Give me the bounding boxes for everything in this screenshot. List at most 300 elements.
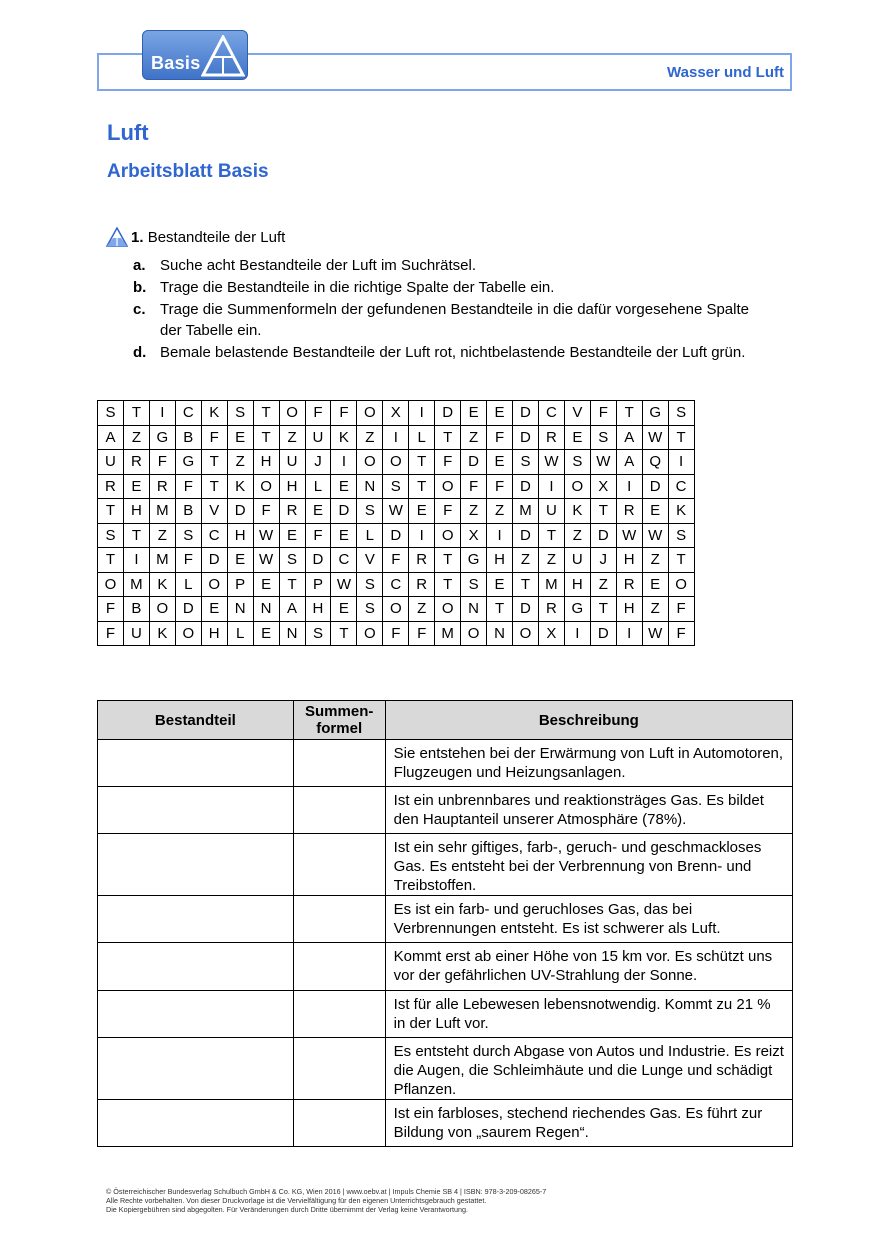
grid-cell[interactable]: K	[149, 572, 175, 597]
grid-cell[interactable]: U	[305, 425, 331, 450]
grid-cell[interactable]: E	[123, 474, 149, 499]
grid-cell[interactable]: O	[253, 474, 279, 499]
grid-cell[interactable]: D	[305, 548, 331, 573]
grid-cell[interactable]: S	[98, 523, 124, 548]
grid-cell[interactable]: T	[331, 621, 357, 646]
grid-cell[interactable]: S	[668, 401, 694, 426]
grid-cell[interactable]: T	[123, 401, 149, 426]
grid-cell[interactable]: E	[279, 523, 305, 548]
grid-cell[interactable]: E	[642, 499, 668, 524]
grid-cell[interactable]: H	[564, 572, 590, 597]
grid-cell[interactable]: U	[98, 450, 124, 475]
grid-cell[interactable]: R	[538, 597, 564, 622]
grid-cell[interactable]: I	[538, 474, 564, 499]
grid-cell[interactable]: T	[590, 597, 616, 622]
summenformel-cell[interactable]	[293, 740, 385, 787]
grid-cell[interactable]: L	[175, 572, 201, 597]
grid-cell[interactable]: Z	[357, 425, 383, 450]
grid-cell[interactable]: C	[668, 474, 694, 499]
grid-cell[interactable]: X	[538, 621, 564, 646]
grid-cell[interactable]: E	[227, 425, 253, 450]
grid-cell[interactable]: R	[149, 474, 175, 499]
grid-cell[interactable]: T	[201, 450, 227, 475]
grid-cell[interactable]: D	[383, 523, 409, 548]
grid-cell[interactable]: K	[149, 621, 175, 646]
grid-cell[interactable]: E	[487, 572, 513, 597]
grid-cell[interactable]: D	[331, 499, 357, 524]
bestandteil-cell[interactable]	[98, 1100, 294, 1147]
grid-cell[interactable]: E	[331, 597, 357, 622]
grid-row	[98, 401, 695, 426]
grid-cell[interactable]: W	[616, 523, 642, 548]
summenformel-cell[interactable]	[293, 834, 385, 896]
grid-cell[interactable]: N	[487, 621, 513, 646]
grid-cell[interactable]: I	[487, 523, 513, 548]
grid-cell[interactable]: F	[331, 401, 357, 426]
grid-cell[interactable]: F	[175, 474, 201, 499]
grid-cell[interactable]: F	[149, 450, 175, 475]
grid-cell[interactable]: S	[279, 548, 305, 573]
grid-cell[interactable]: V	[357, 548, 383, 573]
grid-cell[interactable]: S	[383, 474, 409, 499]
grid-cell[interactable]: D	[513, 425, 539, 450]
word-search-grid	[97, 400, 695, 646]
grid-cell[interactable]: E	[409, 499, 435, 524]
grid-cell[interactable]: C	[201, 523, 227, 548]
grid-cell[interactable]: C	[331, 548, 357, 573]
grid-cell[interactable]: F	[590, 401, 616, 426]
answer-table	[97, 700, 793, 1147]
grid-cell[interactable]: F	[435, 450, 461, 475]
grid-cell[interactable]: T	[590, 499, 616, 524]
grid-cell[interactable]: Z	[149, 523, 175, 548]
grid-cell[interactable]: J	[590, 548, 616, 573]
column-header-summenformel	[293, 701, 385, 740]
grid-cell[interactable]: K	[668, 499, 694, 524]
grid-cell[interactable]: W	[331, 572, 357, 597]
grid-row	[98, 425, 695, 450]
grid-cell[interactable]: O	[668, 572, 694, 597]
grid-cell[interactable]: R	[98, 474, 124, 499]
grid-cell[interactable]: T	[435, 425, 461, 450]
grid-cell[interactable]: F	[461, 474, 487, 499]
instruction-item	[133, 342, 793, 363]
grid-cell[interactable]: Z	[227, 450, 253, 475]
instruction-letter: c.	[133, 301, 146, 318]
grid-cell[interactable]: I	[616, 621, 642, 646]
summenformel-cell[interactable]	[293, 787, 385, 834]
grid-cell[interactable]: V	[201, 499, 227, 524]
grid-row	[98, 523, 695, 548]
grid-cell[interactable]: U	[564, 548, 590, 573]
grid-cell[interactable]: F	[409, 621, 435, 646]
grid-cell[interactable]: K	[564, 499, 590, 524]
task-title: Bestandteile der Luft	[147, 229, 286, 246]
grid-cell[interactable]: I	[149, 401, 175, 426]
grid-cell[interactable]: Z	[279, 425, 305, 450]
grid-cell[interactable]: O	[435, 523, 461, 548]
grid-row	[98, 572, 695, 597]
grid-cell[interactable]: S	[461, 572, 487, 597]
grid-cell[interactable]: T	[123, 523, 149, 548]
grid-cell[interactable]: F	[98, 621, 124, 646]
grid-cell[interactable]: P	[227, 572, 253, 597]
beschreibung-cell: Ist ein farbloses, stechend riechendes Gas. Es führt zur Bildung von „saurem Regen“.	[385, 1100, 792, 1147]
grid-cell[interactable]: F	[383, 548, 409, 573]
grid-cell[interactable]: T	[409, 474, 435, 499]
grid-cell[interactable]: E	[461, 401, 487, 426]
page-subtitle: Arbeitsblatt Basis	[107, 161, 269, 182]
grid-cell[interactable]: U	[538, 499, 564, 524]
grid-cell[interactable]: S	[357, 572, 383, 597]
grid-cell[interactable]: O	[383, 450, 409, 475]
grid-cell[interactable]: F	[435, 499, 461, 524]
grid-cell[interactable]: J	[305, 450, 331, 475]
grid-cell[interactable]: A	[616, 425, 642, 450]
grid-cell[interactable]: X	[590, 474, 616, 499]
grid-cell[interactable]: H	[201, 621, 227, 646]
grid-cell[interactable]: E	[201, 597, 227, 622]
grid-cell[interactable]: K	[331, 425, 357, 450]
grid-cell[interactable]: B	[175, 499, 201, 524]
grid-cell[interactable]: M	[123, 572, 149, 597]
grid-cell[interactable]: O	[149, 597, 175, 622]
grid-cell[interactable]: F	[98, 597, 124, 622]
grid-cell[interactable]: W	[253, 523, 279, 548]
grid-cell[interactable]: T	[513, 572, 539, 597]
grid-cell[interactable]: N	[461, 597, 487, 622]
grid-cell[interactable]: H	[253, 450, 279, 475]
grid-cell[interactable]: F	[305, 401, 331, 426]
grid-cell[interactable]: K	[201, 401, 227, 426]
grid-cell[interactable]: S	[357, 597, 383, 622]
grid-cell[interactable]: O	[513, 621, 539, 646]
grid-cell[interactable]: G	[175, 450, 201, 475]
grid-cell[interactable]: S	[357, 499, 383, 524]
grid-cell[interactable]: V	[564, 401, 590, 426]
summenformel-cell[interactable]	[293, 1038, 385, 1100]
grid-cell[interactable]: E	[487, 401, 513, 426]
grid-cell[interactable]: Z	[590, 572, 616, 597]
grid-cell[interactable]: T	[487, 597, 513, 622]
grid-cell[interactable]: N	[279, 621, 305, 646]
table-row	[98, 1038, 793, 1100]
grid-cell[interactable]: T	[98, 548, 124, 573]
grid-cell[interactable]: N	[227, 597, 253, 622]
grid-cell[interactable]: C	[175, 401, 201, 426]
grid-cell[interactable]: F	[668, 597, 694, 622]
grid-cell[interactable]: O	[383, 597, 409, 622]
grid-cell[interactable]: O	[461, 621, 487, 646]
grid-cell[interactable]: D	[590, 621, 616, 646]
table-row	[98, 740, 793, 787]
grid-cell[interactable]: Z	[564, 523, 590, 548]
grid-cell[interactable]: W	[642, 523, 668, 548]
grid-cell[interactable]: C	[383, 572, 409, 597]
table-row	[98, 834, 793, 896]
grid-cell[interactable]: D	[642, 474, 668, 499]
grid-cell[interactable]: E	[487, 450, 513, 475]
grid-row	[98, 597, 695, 622]
grid-cell[interactable]: E	[331, 523, 357, 548]
grid-cell[interactable]: Z	[642, 597, 668, 622]
grid-cell[interactable]: I	[409, 401, 435, 426]
grid-cell[interactable]: M	[435, 621, 461, 646]
grid-cell[interactable]: M	[513, 499, 539, 524]
grid-cell[interactable]: H	[227, 523, 253, 548]
grid-cell[interactable]: I	[409, 523, 435, 548]
basis-logo	[142, 30, 248, 80]
grid-cell[interactable]: T	[668, 548, 694, 573]
grid-row	[98, 621, 695, 646]
instruction-text: Trage die Bestandteile in die richtige Spalte der Tabelle ein.	[160, 279, 555, 296]
grid-cell[interactable]: D	[590, 523, 616, 548]
grid-cell[interactable]: W	[642, 621, 668, 646]
grid-cell[interactable]: S	[668, 523, 694, 548]
beschreibung-cell: Es ist ein farb- und geruchloses Gas, das bei Verbrennungen entsteht. Es ist schwerer als Luft.	[385, 896, 792, 943]
grid-cell[interactable]: G	[564, 597, 590, 622]
table-header-row	[98, 701, 793, 740]
grid-cell[interactable]: D	[201, 548, 227, 573]
pyramid-logo-icon	[201, 35, 245, 77]
grid-cell[interactable]: W	[253, 548, 279, 573]
grid-cell[interactable]: Z	[123, 425, 149, 450]
grid-cell[interactable]: B	[123, 597, 149, 622]
grid-row	[98, 474, 695, 499]
grid-cell[interactable]: E	[227, 548, 253, 573]
grid-cell[interactable]: T	[538, 523, 564, 548]
grid-cell[interactable]: A	[98, 425, 124, 450]
grid-cell[interactable]: F	[383, 621, 409, 646]
grid-cell[interactable]: E	[331, 474, 357, 499]
instruction-item	[133, 255, 793, 276]
beschreibung-cell: Ist ein sehr giftiges, farb-, geruch- und geschmackloses Gas. Es entsteht bei der Verbrennung von Brenn- und Treibstoffen.	[385, 834, 792, 896]
grid-cell[interactable]: H	[123, 499, 149, 524]
instruction-text: Trage die Summenformeln der gefundenen Bestandteile in die dafür vorgesehene Spalte der Tabelle ein.	[160, 301, 749, 339]
bestandteil-cell[interactable]	[98, 896, 294, 943]
grid-cell[interactable]: L	[227, 621, 253, 646]
grid-cell[interactable]: F	[253, 499, 279, 524]
grid-cell[interactable]: L	[305, 474, 331, 499]
grid-cell[interactable]: W	[383, 499, 409, 524]
bestandteil-cell[interactable]	[98, 787, 294, 834]
grid-cell[interactable]: G	[461, 548, 487, 573]
grid-cell[interactable]: T	[201, 474, 227, 499]
beschreibung-cell: Sie entstehen bei der Erwärmung von Luft in Automotoren, Flugzeugen und Heizungsanlagen.	[385, 740, 792, 787]
grid-cell[interactable]: E	[253, 621, 279, 646]
instruction-text: Suche acht Bestandteile der Luft im Suchrätsel.	[160, 257, 477, 274]
bestandteil-cell[interactable]	[98, 740, 294, 787]
grid-cell[interactable]: E	[642, 572, 668, 597]
table-row	[98, 896, 793, 943]
grid-cell[interactable]: D	[435, 401, 461, 426]
page-title: Luft	[107, 120, 149, 145]
grid-cell[interactable]: S	[227, 401, 253, 426]
grid-cell[interactable]: E	[253, 572, 279, 597]
grid-cell[interactable]: I	[331, 450, 357, 475]
grid-cell[interactable]: U	[123, 621, 149, 646]
grid-cell[interactable]: P	[305, 572, 331, 597]
grid-cell[interactable]: I	[123, 548, 149, 573]
column-header-beschreibung: Beschreibung	[385, 701, 792, 740]
copyright-footer	[106, 1187, 806, 1214]
grid-cell[interactable]: F	[668, 621, 694, 646]
grid-cell[interactable]: T	[253, 425, 279, 450]
grid-cell[interactable]: I	[668, 450, 694, 475]
grid-cell[interactable]: T	[435, 548, 461, 573]
grid-cell[interactable]: S	[305, 621, 331, 646]
grid-cell[interactable]: D	[513, 401, 539, 426]
grid-cell[interactable]: S	[175, 523, 201, 548]
grid-cell[interactable]: I	[383, 425, 409, 450]
grid-cell[interactable]: S	[564, 450, 590, 475]
grid-cell[interactable]: A	[279, 597, 305, 622]
grid-cell[interactable]: M	[149, 548, 175, 573]
grid-cell[interactable]: O	[279, 401, 305, 426]
grid-cell[interactable]: R	[409, 548, 435, 573]
instruction-letter: d.	[133, 344, 147, 361]
grid-cell[interactable]: T	[98, 499, 124, 524]
instruction-item	[133, 299, 793, 341]
grid-cell[interactable]: T	[253, 401, 279, 426]
grid-cell[interactable]: O	[357, 401, 383, 426]
grid-cell[interactable]: M	[149, 499, 175, 524]
grid-cell[interactable]: R	[538, 425, 564, 450]
instruction-list	[133, 255, 793, 364]
grid-cell[interactable]: F	[305, 523, 331, 548]
grid-cell[interactable]: N	[357, 474, 383, 499]
instruction-item	[133, 277, 793, 298]
grid-cell[interactable]: O	[435, 597, 461, 622]
grid-cell[interactable]: M	[538, 572, 564, 597]
summenformel-cell[interactable]	[293, 896, 385, 943]
grid-cell[interactable]: O	[564, 474, 590, 499]
summenformel-cell[interactable]	[293, 1100, 385, 1147]
bestandteil-cell[interactable]	[98, 943, 294, 991]
grid-cell[interactable]: R	[409, 572, 435, 597]
grid-cell[interactable]: A	[616, 450, 642, 475]
grid-cell[interactable]: W	[538, 450, 564, 475]
bestandteil-cell[interactable]	[98, 991, 294, 1038]
beschreibung-cell: Kommt erst ab einer Höhe von 15 km vor. Es schützt uns vor der gefährlichen UV-Strahlung der Sonne.	[385, 943, 792, 991]
grid-cell[interactable]: F	[487, 425, 513, 450]
table-row	[98, 943, 793, 991]
grid-cell[interactable]: W	[642, 425, 668, 450]
grid-cell[interactable]: F	[201, 425, 227, 450]
grid-cell[interactable]: W	[590, 450, 616, 475]
footer-line: Die Kopiergebühren sind abgegolten. Für Veränderungen durch Dritte übernimmt der Verlag keine Verantwortung.	[106, 1205, 468, 1214]
grid-cell[interactable]: T	[616, 401, 642, 426]
grid-cell[interactable]: H	[616, 548, 642, 573]
grid-row	[98, 548, 695, 573]
grid-row	[98, 450, 695, 475]
summenformel-cell[interactable]	[293, 991, 385, 1038]
grid-cell[interactable]: T	[279, 572, 305, 597]
grid-cell[interactable]: R	[123, 450, 149, 475]
grid-cell[interactable]: D	[513, 523, 539, 548]
table-row	[98, 991, 793, 1038]
grid-cell[interactable]: L	[409, 425, 435, 450]
beschreibung-cell: Ist ein unbrennbares und reaktionsträges Gas. Es bildet den Hauptanteil unserer Atmosphäre (78%).	[385, 787, 792, 834]
grid-cell[interactable]: D	[175, 597, 201, 622]
grid-cell[interactable]: E	[305, 499, 331, 524]
instruction-letter: b.	[133, 279, 147, 296]
grid-cell[interactable]: U	[279, 450, 305, 475]
task-number: 1.	[131, 229, 144, 246]
grid-cell[interactable]: S	[590, 425, 616, 450]
grid-cell[interactable]: D	[513, 474, 539, 499]
grid-cell[interactable]: Z	[461, 499, 487, 524]
grid-cell[interactable]: H	[487, 548, 513, 573]
grid-cell[interactable]: R	[616, 572, 642, 597]
grid-cell[interactable]: O	[98, 572, 124, 597]
table-row	[98, 1100, 793, 1147]
grid-cell[interactable]: D	[227, 499, 253, 524]
bestandteil-cell[interactable]	[98, 834, 294, 896]
grid-cell[interactable]: Z	[642, 548, 668, 573]
grid-cell[interactable]: S	[513, 450, 539, 475]
grid-cell[interactable]: O	[357, 621, 383, 646]
grid-cell[interactable]: O	[435, 474, 461, 499]
grid-cell[interactable]: X	[461, 523, 487, 548]
column-header-bestandteil: Bestandteil	[98, 701, 294, 740]
grid-cell[interactable]: Z	[513, 548, 539, 573]
grid-cell[interactable]: Z	[487, 499, 513, 524]
grid-cell[interactable]: F	[175, 548, 201, 573]
grid-cell[interactable]: H	[279, 474, 305, 499]
beschreibung-cell: Es entsteht durch Abgase von Autos und Industrie. Es reizt die Augen, die Schleimhäute und die Lunge und schädigt Pflanzen.	[385, 1038, 792, 1100]
grid-cell[interactable]: F	[487, 474, 513, 499]
grid-cell[interactable]: S	[98, 401, 124, 426]
grid-cell[interactable]: Z	[409, 597, 435, 622]
task-heading	[131, 229, 285, 246]
table-row	[98, 787, 793, 834]
grid-cell[interactable]: O	[201, 572, 227, 597]
grid-cell[interactable]: B	[175, 425, 201, 450]
grid-cell[interactable]: T	[668, 425, 694, 450]
grid-cell[interactable]: O	[357, 450, 383, 475]
grid-cell[interactable]: C	[538, 401, 564, 426]
difficulty-pyramid-icon	[106, 227, 128, 247]
grid-cell[interactable]: I	[564, 621, 590, 646]
grid-row	[98, 499, 695, 524]
grid-cell[interactable]: Q	[642, 450, 668, 475]
grid-cell[interactable]: H	[616, 597, 642, 622]
grid-cell[interactable]: G	[642, 401, 668, 426]
grid-cell[interactable]: H	[305, 597, 331, 622]
grid-cell[interactable]: Z	[538, 548, 564, 573]
grid-cell[interactable]: E	[564, 425, 590, 450]
summenformel-cell[interactable]	[293, 943, 385, 991]
grid-cell[interactable]: O	[175, 621, 201, 646]
grid-cell[interactable]: T	[435, 572, 461, 597]
grid-cell[interactable]: R	[279, 499, 305, 524]
grid-cell[interactable]: I	[616, 474, 642, 499]
bestandteil-cell[interactable]	[98, 1038, 294, 1100]
grid-cell[interactable]: K	[227, 474, 253, 499]
grid-cell[interactable]: G	[149, 425, 175, 450]
grid-cell[interactable]: D	[513, 597, 539, 622]
grid-cell[interactable]: N	[253, 597, 279, 622]
grid-cell[interactable]: D	[461, 450, 487, 475]
grid-cell[interactable]: T	[409, 450, 435, 475]
grid-cell[interactable]: R	[616, 499, 642, 524]
grid-cell[interactable]: L	[357, 523, 383, 548]
footer-line: © Österreichischer Bundesverlag Schulbuch GmbH & Co. KG, Wien 2016 | www.oebv.at | Impuls Chemie SB 4 | ISBN: 978-3-209-08265-7	[106, 1187, 547, 1196]
grid-cell[interactable]: X	[383, 401, 409, 426]
grid-cell[interactable]: Z	[461, 425, 487, 450]
footer-line: Alle Rechte vorbehalten. Von dieser Druckvorlage ist die Vervielfältigung für den eigenen Unterrichtsgebrauch gestattet.	[106, 1196, 487, 1205]
